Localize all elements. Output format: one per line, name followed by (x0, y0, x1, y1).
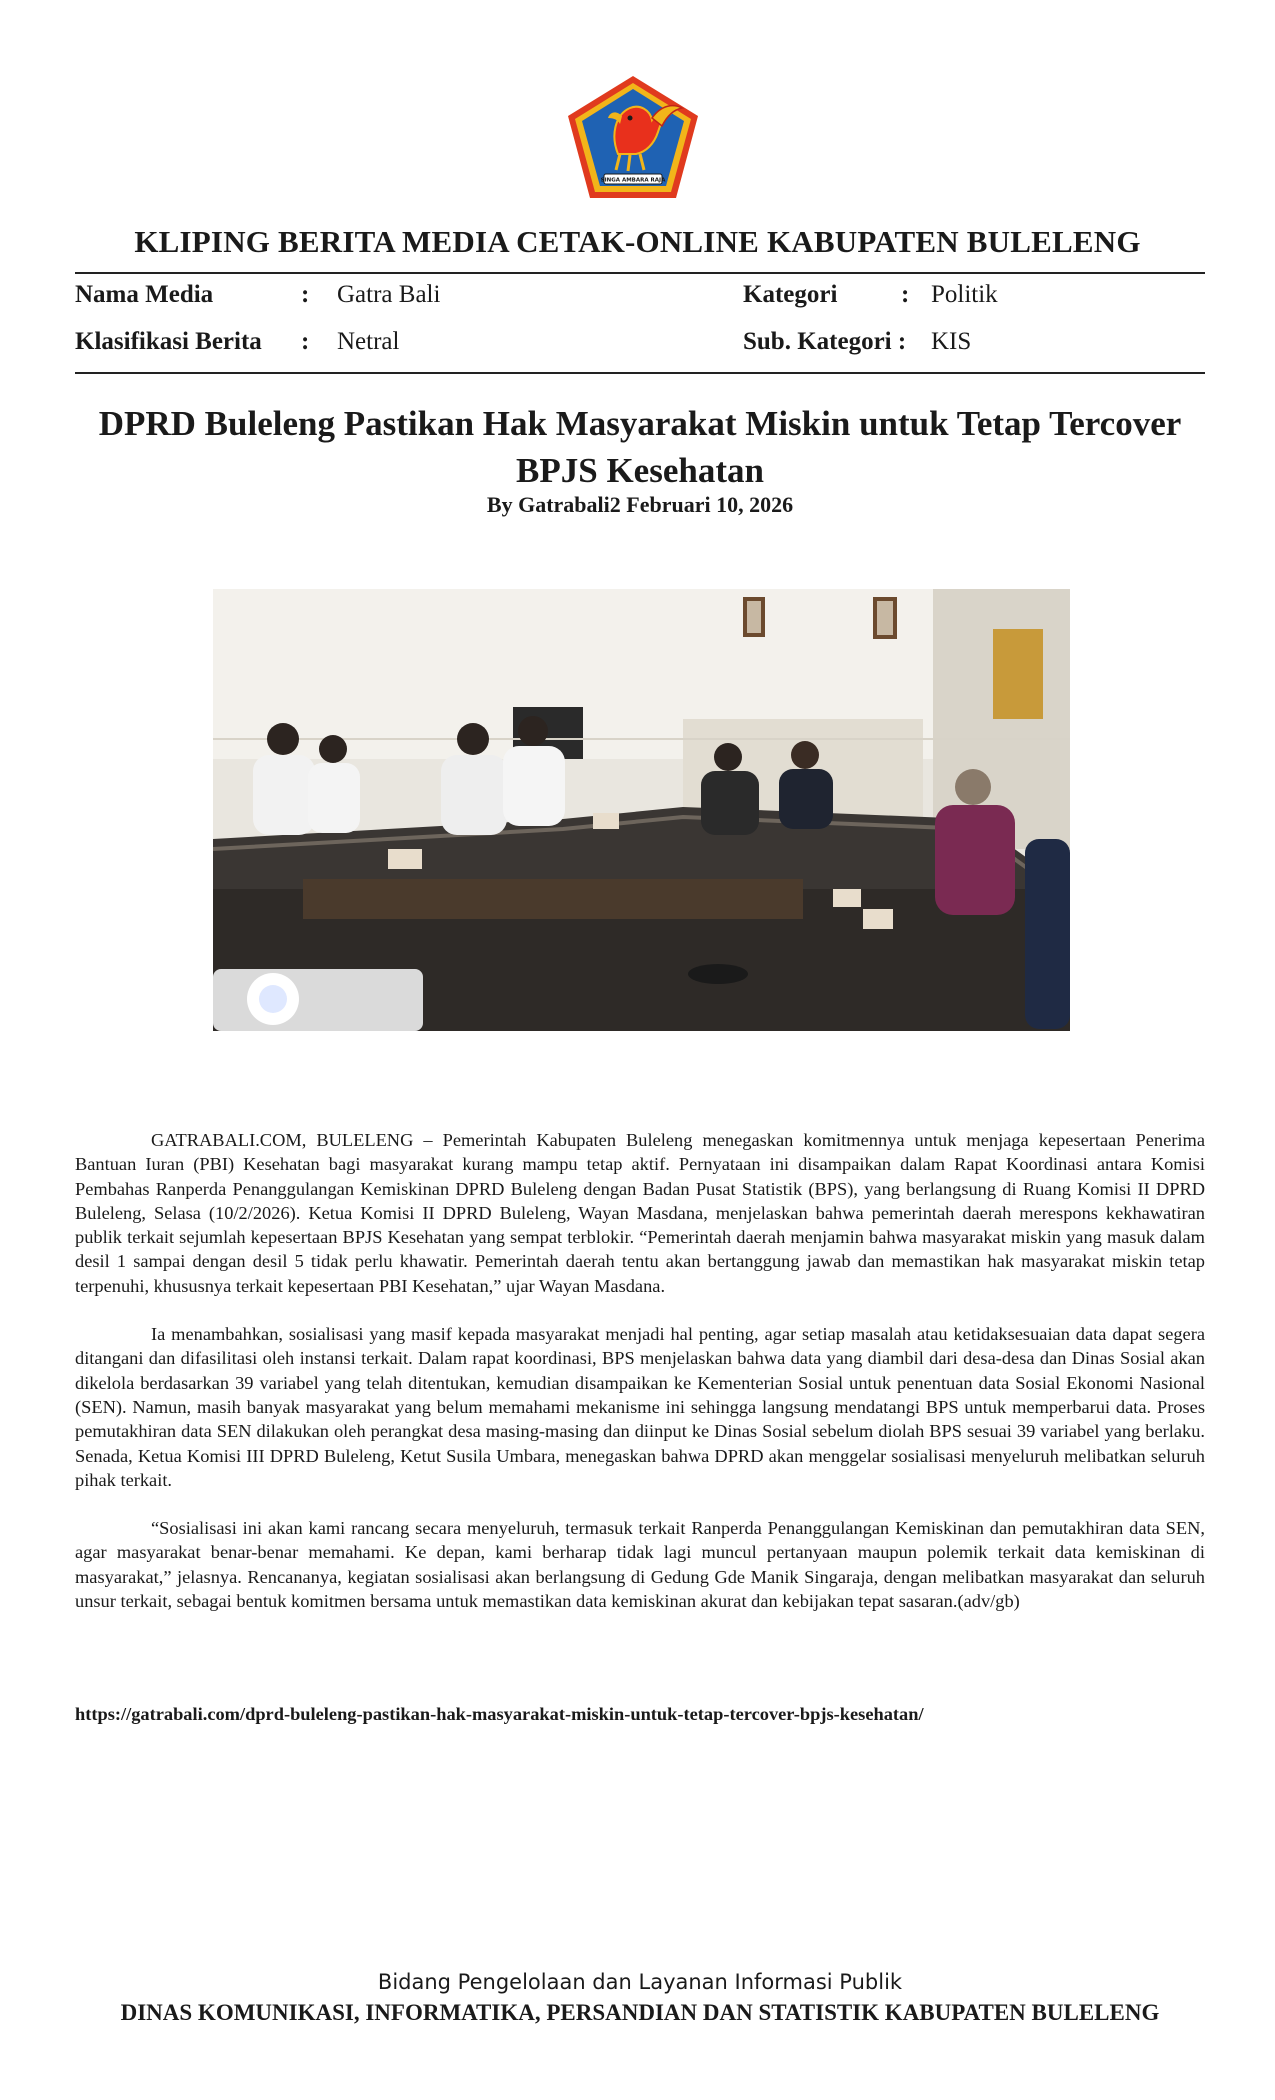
article-paragraph-1: GATRABALI.COM, BULELENG – Pemerintah Kabupaten Buleleng menegaskan komitmennya untuk menjaga kepesertaan Penerima Bantuan Iuran (PBI) Kesehatan bagi masyarakat kurang mampu tetap aktif. Pernyataan ini disampaikan dalam Rapat Koordinasi antara Komisi Pembahas Ranperda Penanggulangan Kemiskinan DPRD Buleleng dengan Badan Pusat Statistik (BPS), yang berlangsung di Ruang Komisi II DPRD Buleleng, Selasa (10/2/2026). Ketua Komisi II DPRD Buleleng, Wayan Masdana, menjelaskan bahwa pemerintah daerah merespons kekhawatiran publik terkait sejumlah kepesertaan BPJS Kesehatan yang sempat terblokir. “Pemerintah daerah menjamin bahwa masyarakat miskin yang masuk dalam desil 1 sampai dengan desil 5 tidak perlu khawatir. Pemerintah daerah tentu akan bertanggung jawab dan memastikan hak masyarakat miskin tetap terpenuhi, khususnya terkait kepesertaan PBI Kesehatan,” ujar Wayan Masdana. (75, 1130, 1205, 1296)
footer-unit: Bidang Pengelolaan dan Layanan Informasi Publik (377, 1970, 903, 1994)
meta-row-classification (75, 328, 1205, 368)
article-paragraph-2: Ia menambahkan, sosialisasi yang masif kepada masyarakat menjadi hal penting, agar setiap masalah atau ketidaksesuaian data dapat segera ditangani dan difasilitasi oleh instansi terkait. Dalam rapat koordinasi, BPS menjelaskan bahwa data yang diambil dari desa-desa dan Dinas Sosial akan dikelola berdasarkan 39 variabel yang telah ditentukan, kemudian disampaikan ke Kementerian Sosial untuk penentuan data Sosial Ekonomi Nasional (SEN). Namun, masih banyak masyarakat yang belum memahami mekanisme ini sehingga langsung mendatangi BPS untuk memperbarui data. Proses pemutakhiran data SEN dilakukan oleh perangkat desa masing-masing dan diinput ke Dinas Sosial sebelum diolah BPS sesuai 39 variabel yang berlaku. Senada, Ketua Komisi III DPRD Buleleng, Ketut Susila Umbara, menegaskan bahwa DPRD akan menggelar sosialisasi menyeluruh melibatkan seluruh pihak terkait. (75, 1324, 1205, 1490)
article-paragraph-3: “Sosialisasi ini akan kami rancang secara menyeluruh, termasuk terkait Ranperda Penanggulangan Kemiskinan dan pemutakhiran data SEN, agar masyarakat benar-benar memahami. Ke depan, kami berharap tidak lagi muncul pertanyaan maupun polemik terkait data kemiskinan di masyarakat,” jelasnya. Rencananya, kegiatan sosialisasi akan berlangsung di Gedung Gde Manik Singaraja, dengan melibatkan masyarakat dan seluruh unsur terkait, sebagai bentuk komitmen bersama untuk memastikan data kemiskinan akurat dan kebijakan tepat sasaran.(adv/gb) (75, 1518, 1205, 1612)
article-byline: By Gatrabali2 Februari 10, 2026 (486, 492, 794, 517)
kliping-title: KLIPING BERITA MEDIA CETAK-ONLINE KABUPATEN BULELENG (134, 224, 1141, 259)
emblem-motto: SINGA AMBARA RAJA (600, 177, 666, 184)
source-url: https://gatrabali.com/dprd-buleleng-pastikan-hak-masyarakat-miskin-untuk-tetap-tercover-bpjs-kesehatan/ (75, 1704, 924, 1724)
category-separator: : (901, 281, 910, 308)
category-value: Politik (931, 281, 998, 308)
classification-label: Klasifikasi Berita (75, 328, 262, 355)
media-separator: : (301, 281, 310, 308)
footer-agency: DINAS KOMUNIKASI, INFORMATIKA, PERSANDIAN DAN STATISTIK KABUPATEN BULELENG (120, 2000, 1160, 2025)
category-label: Kategori (743, 281, 838, 308)
article-title: DPRD Buleleng Pastikan Hak Masyarakat Miskin untuk Tetap Tercover BPJS Kesehatan (98, 404, 1182, 490)
classification-separator: : (301, 328, 310, 355)
article-body (75, 1128, 1205, 1637)
media-value: Gatra Bali (337, 281, 441, 308)
subcategory-value: KIS (931, 328, 972, 355)
buleleng-emblem-icon (566, 74, 700, 200)
meta-row-media (75, 281, 1205, 321)
subcategory-label: Sub. Kategori : (743, 328, 907, 355)
header-bottom-rule (75, 372, 1205, 374)
header-top-rule (75, 272, 1205, 274)
classification-value: Netral (337, 328, 400, 355)
article-photo (213, 589, 1070, 1031)
media-label: Nama Media (75, 281, 214, 308)
